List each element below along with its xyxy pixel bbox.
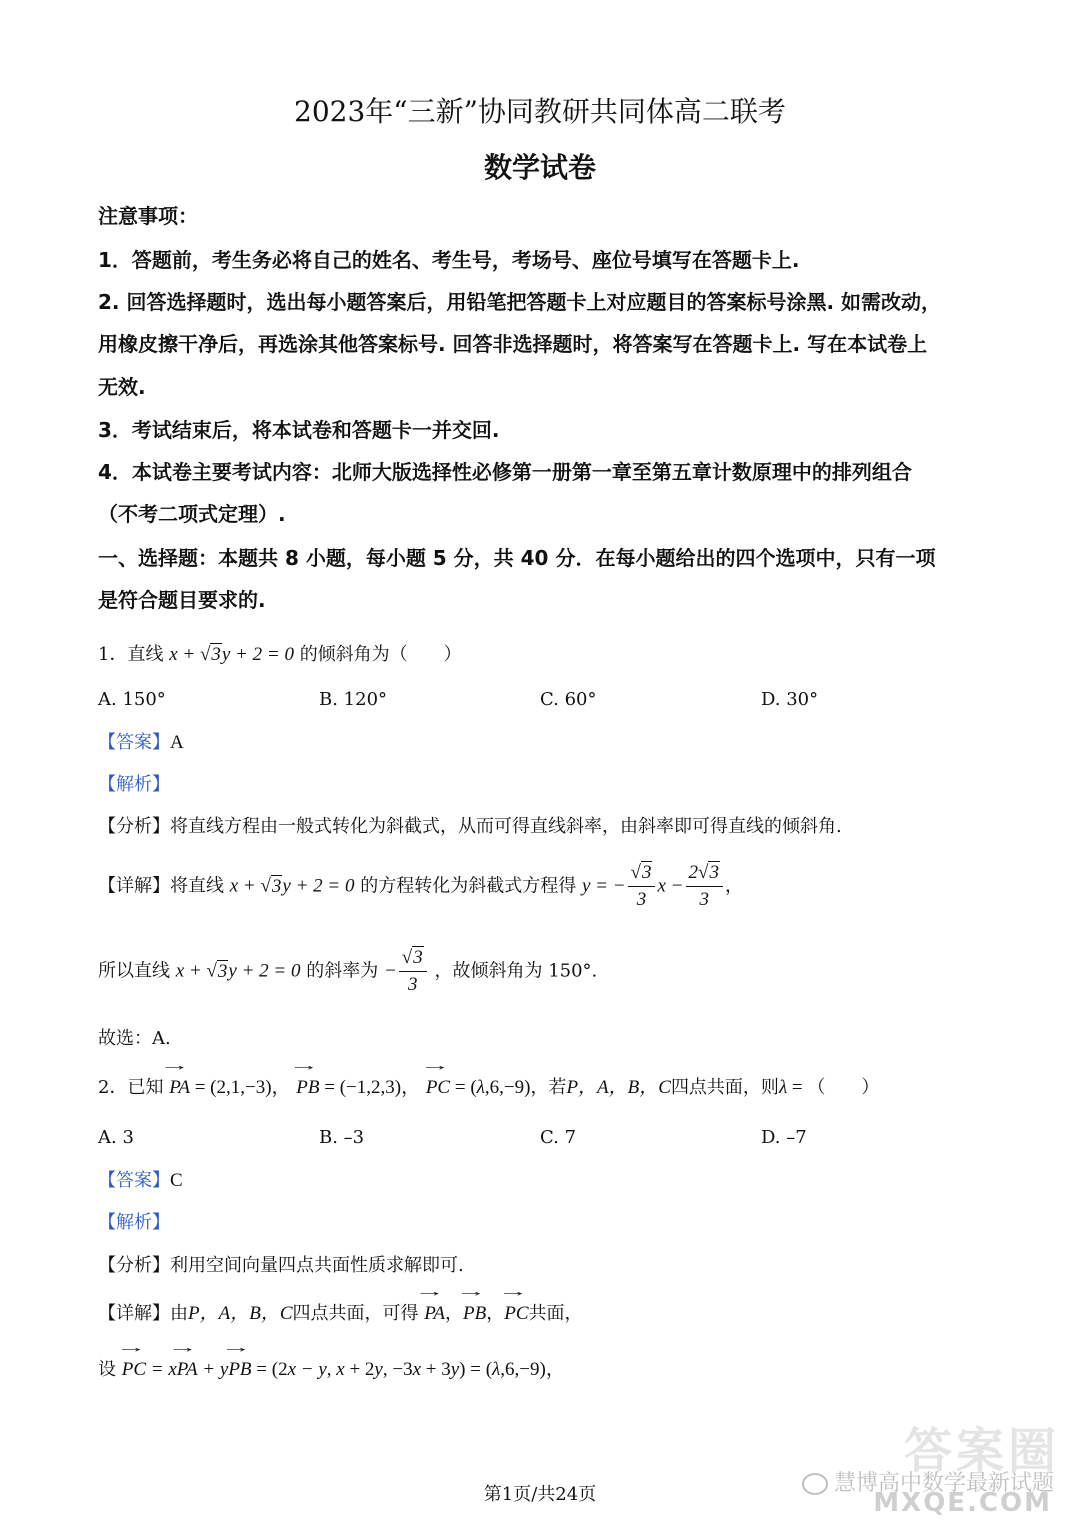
q2-fenxi: 【分析】利用空间向量四点共面性质求解即可. xyxy=(98,1255,464,1276)
q2-answer: 【答案】C xyxy=(98,1170,183,1191)
notice-item-4-line-2: （不考二项式定理）. xyxy=(98,502,286,526)
watermark-url: MXQE.COM xyxy=(873,1488,1052,1518)
notice-item-2-line-2: 用橡皮擦干净后，再选涂其他答案标号. 回答非选择题时，将答案写在答题卡上. 写在本试卷上 xyxy=(98,332,928,356)
notice-item-2-line-3: 无效. xyxy=(98,375,146,399)
q1-detail: 【详解】将直线 x + √3y + 2 = 0 的方程转化为斜截式方程得 y = − $\frac{√3}{3}$ x − $\frac{2√3}{3}$ ， xyxy=(98,862,743,910)
section-heading-line-1: 一、选择题：本题共 8 小题，每小题 5 分，共 40 分．在每小题给出的四个选项中，只有一项 xyxy=(98,546,936,570)
notice-heading: 注意事项： xyxy=(98,204,198,228)
page-footer: 第1页/共24页 xyxy=(483,1484,597,1505)
q2-option-d[interactable]: D. –7 xyxy=(761,1127,807,1148)
q2-detail-setup: 设 → PC = x→ PA + y→ PB = (2x − y, x + 2y, −3x + 3y) = (λ,6,−9)， xyxy=(98,1356,565,1384)
q1-analysis-label: 【解析】 xyxy=(98,774,170,795)
page-subtitle: 数学试卷 xyxy=(483,151,596,184)
q2-option-b[interactable]: B. –3 xyxy=(319,1127,365,1148)
q2-detail: 【详解】由P，A，B，C四点共面，可得 → PA，→ PB，→ PC共面， xyxy=(98,1300,583,1328)
page-title: 2023年“三新”协同教研共同体高二联考 xyxy=(294,95,786,128)
q1-equation: x + √3y + 2 = 0 xyxy=(169,644,294,665)
watermark-logo: 答案圈 xyxy=(903,1423,1060,1479)
q2-option-c[interactable]: C. 7 xyxy=(540,1127,577,1148)
q2-stem: 2．已知 → PA = (2,1,−3)， → PB = (−1,2,3)， → PC = (λ,6,−9)，若P，A，B，C四点共面，则λ = （ ） xyxy=(98,1074,879,1102)
q1-fenxi: 【分析】将直线方程由一般式转化为斜截式，从而可得直线斜率，由斜率即可得直线的倾斜角. xyxy=(98,816,842,837)
section-heading-line-2: 是符合题目要求的. xyxy=(98,588,266,612)
watermark-channel: 慧博高中数学最新试题 xyxy=(802,1466,1054,1497)
q1-option-a[interactable]: A. 150° xyxy=(98,689,166,710)
notice-item-4-line-1: 4．本试卷主要考试内容：北师大版选择性必修第一册第一章至第五章计数原理中的排列组合 xyxy=(98,460,912,484)
q1-choose: 故选：A. xyxy=(98,1028,171,1049)
q1-stem: 1．直线 x + √3y + 2 = 0 的倾斜角为（ ） xyxy=(98,644,462,665)
q1-option-b[interactable]: B. 120° xyxy=(319,689,388,710)
q1-option-c[interactable]: C. 60° xyxy=(540,689,597,710)
notice-item-3: 3．考试结束后，将本试卷和答题卡一并交回. xyxy=(98,418,500,442)
q1-option-d[interactable]: D. 30° xyxy=(761,689,819,710)
q1-answer: 【答案】A xyxy=(98,732,184,753)
q2-option-a[interactable]: A. 3 xyxy=(98,1127,134,1148)
q2-analysis-label: 【解析】 xyxy=(98,1212,170,1233)
q1-detail-slope: 所以直线 x + √3y + 2 = 0 的斜率为 − $\frac{√3}{3}$ ，故倾斜角为 150°. xyxy=(98,947,598,995)
notice-item-2-line-1: 2. 回答选择题时，选出每小题答案后，用铅笔把答题卡上对应题目的答案标号涂黑. 如需改动， xyxy=(98,290,942,314)
notice-item-1: 1．答题前，考生务必将自己的姓名、考生号，考场号、座位号填写在答题卡上. xyxy=(98,248,800,272)
